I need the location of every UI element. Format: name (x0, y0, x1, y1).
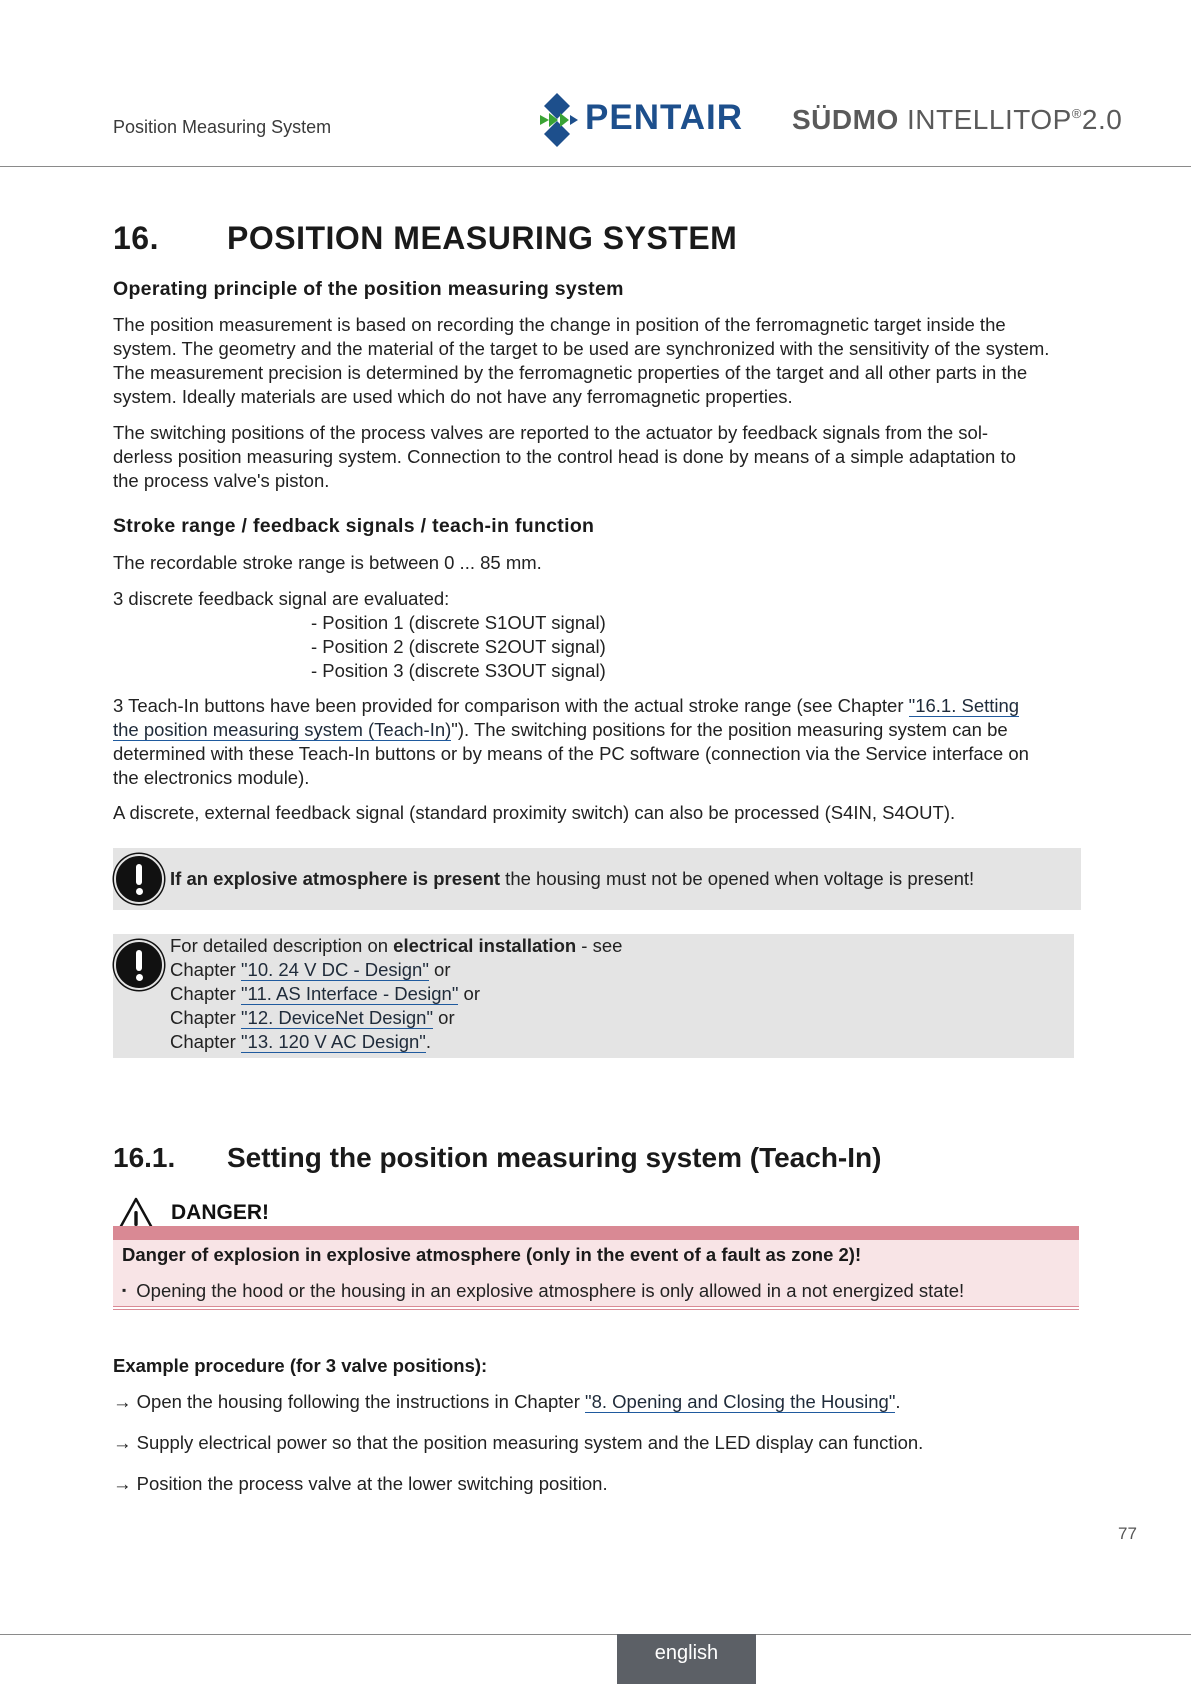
section-title: Setting the position measuring system (Teach-In) (227, 1142, 882, 1173)
chapter-word: Chapter (170, 959, 241, 980)
intro-bold: electrical installation (393, 935, 577, 956)
note-rest: the housing must not be opened when voltage is present! (500, 868, 975, 889)
chapter-link-13[interactable]: "13. 120 V AC Design" (240, 1031, 426, 1052)
text-line: derless position measuring system. Connection to the control head is done by means of a simple adaptation to (113, 446, 1016, 467)
section-heading (113, 1142, 881, 1174)
language-tab[interactable]: english (617, 1634, 756, 1684)
chapter-ref (170, 1006, 622, 1030)
signals-intro: 3 discrete feedback signal are evaluated: (113, 588, 450, 609)
chapter-link-12[interactable]: "12. DeviceNet Design" (240, 1007, 434, 1028)
signals-list (311, 611, 606, 683)
intro-post: - see (576, 935, 623, 956)
text-line: the process valve's piston. (113, 470, 330, 491)
text-line: The switching positions of the process valves are reported to the actuator by feedback signals from the sol- (113, 422, 989, 443)
procedure-step (113, 1472, 1083, 1496)
chapter-word: Chapter (170, 1031, 241, 1052)
chapter-word: Chapter (170, 1007, 241, 1028)
stroke-range-heading: Stroke range / feedback signals / teach-in function (113, 515, 595, 537)
exclamation-icon (114, 940, 164, 990)
external-signal-text: A discrete, external feedback signal (standard proximity switch) can also be processed (S4IN, S4OUT). (113, 802, 956, 823)
explosive-atmosphere-note (113, 848, 1081, 910)
list-item: - Position 1 (discrete S1OUT signal) (311, 612, 606, 633)
danger-title: DANGER! (171, 1201, 269, 1224)
bullet-icon: ▪ (122, 1283, 127, 1297)
ref-suffix: or (458, 983, 480, 1004)
step-text: Supply electrical power so that the position measuring system and the LED display can function. (131, 1432, 924, 1453)
danger-item-text: Opening the hood or the housing in an explosive atmosphere is only allowed in a not energized state! (136, 1280, 965, 1301)
note-intro (170, 934, 622, 958)
ref-suffix: or (433, 1007, 455, 1028)
chapter-title: POSITION MEASURING SYSTEM (227, 220, 738, 256)
brand-registered: ® (1071, 106, 1082, 121)
teach-in-paragraph (113, 694, 1083, 790)
text-line: The position measurement is based on recording the change in position of the ferromagnetic target inside the (113, 314, 1006, 335)
arrow-icon: → (113, 1432, 132, 1453)
chapter-word: Chapter (170, 983, 241, 1004)
teach-text: "). The switching positions for the position measuring system can be (451, 719, 1008, 740)
teach-in-chapter-link[interactable]: "16.1. Setting (908, 695, 1020, 716)
text-line: The measurement precision is determined by the ferromagnetic properties of the target and all other parts in the (113, 362, 1028, 383)
text-line: system. The geometry and the material of the target to be used are synchronized with the sensitivity of the system. (113, 338, 1050, 359)
danger-box (113, 1240, 1079, 1306)
intro-pre: For detailed description on (170, 935, 394, 956)
brand-light: INTELLITOP (907, 104, 1072, 135)
danger-bar (113, 1226, 1079, 1240)
product-brand (792, 104, 1122, 136)
chapter-ref (170, 958, 622, 982)
text-line: determined with these Teach-In buttons or by means of the PC software (connection via the Service interface on (113, 743, 1029, 764)
chapter-link-10[interactable]: "10. 24 V DC - Design" (240, 959, 429, 980)
procedure-heading: Example procedure (for 3 valve positions): (113, 1355, 488, 1376)
text-line (113, 718, 1083, 742)
note-text (170, 867, 974, 891)
procedure-step (113, 1431, 1083, 1455)
procedure-step (113, 1390, 1083, 1414)
step-text: . (895, 1391, 901, 1412)
note-bold: If an explosive atmosphere is present (170, 868, 501, 889)
electrical-installation-note (113, 934, 1074, 1058)
pentair-logo-text: PENTAIR (585, 98, 744, 137)
header-divider (0, 166, 1191, 167)
danger-list-item (122, 1280, 964, 1302)
danger-rule (113, 1309, 1079, 1310)
ref-suffix: or (428, 959, 451, 980)
chapter-ref (170, 1030, 622, 1054)
pentair-logo-icon (536, 93, 578, 147)
operating-paragraph-2 (113, 421, 1083, 493)
stroke-range-text: The recordable stroke range is between 0 ... 85 mm. (113, 552, 542, 573)
step-text: Position the process valve at the lower switching position. (131, 1473, 608, 1494)
page-number: 77 (1118, 1524, 1137, 1543)
danger-rule (113, 1306, 1079, 1307)
brand-bold: SÜDMO (792, 104, 899, 135)
teach-text: 3 Teach-In buttons have been provided for comparison with the actual stroke range (see Chapter (113, 695, 909, 716)
step-text: Open the housing following the instructions in Chapter (131, 1391, 586, 1412)
operating-paragraph-1 (113, 313, 1083, 409)
list-item: - Position 2 (discrete S2OUT signal) (311, 636, 606, 657)
chapter-ref (170, 982, 622, 1006)
note-text (170, 934, 622, 1054)
arrow-icon: → (113, 1473, 132, 1494)
operating-principle-heading: Operating principle of the position measuring system (113, 278, 624, 300)
section-number: 16.1. (113, 1142, 176, 1173)
footer-divider (0, 1634, 1191, 1635)
opening-housing-link[interactable]: "8. Opening and Closing the Housing" (585, 1391, 896, 1412)
chapter-number: 16. (113, 220, 159, 256)
arrow-icon: → (113, 1391, 132, 1412)
running-header-title: Position Measuring System (113, 117, 332, 137)
text-line: the electronics module). (113, 767, 310, 788)
text-line (113, 694, 1083, 718)
list-item: - Position 3 (discrete S3OUT signal) (311, 660, 606, 681)
chapter-heading (113, 220, 737, 257)
exclamation-icon (114, 854, 164, 904)
teach-in-chapter-link-cont[interactable]: the position measuring system (Teach-In) (113, 719, 452, 740)
danger-heading: Danger of explosion in explosive atmosphere (only in the event of a fault as zone 2)! (122, 1244, 862, 1265)
chapter-link-11[interactable]: "11. AS Interface - Design" (240, 983, 459, 1004)
brand-version: 2.0 (1081, 104, 1123, 135)
ref-suffix: . (425, 1031, 431, 1052)
text-line: system. Ideally materials are used which do not have any ferromagnetic properties. (113, 386, 793, 407)
